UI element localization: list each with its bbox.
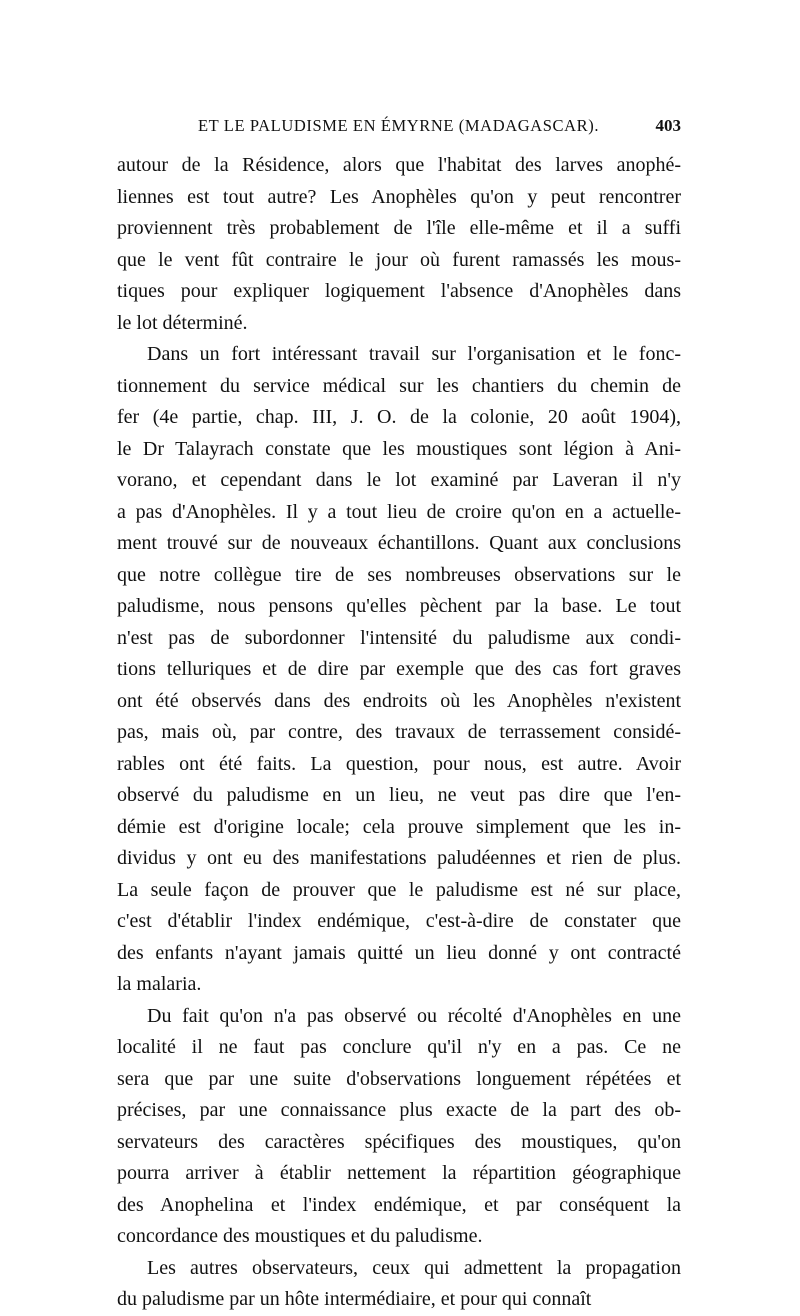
text-line: pas, mais où, par contre, des travaux de terrassement considé- <box>117 721 681 743</box>
text-line: localité il ne faut pas conclure qu'il n'y en a pas. Ce ne <box>117 1036 681 1058</box>
text-line: pourra arriver à établir nettement la répartition géographique <box>117 1162 681 1184</box>
text-line: ont été observés dans des endroits où les Anophèles n'existent <box>117 689 681 712</box>
text-line: concordance des moustiques et du paludisme. <box>117 1225 483 1247</box>
text-line: tiques pour expliquer logiquement l'absence d'Anophèles dans <box>117 280 681 302</box>
paragraph <box>117 1001 681 1253</box>
body-text <box>117 150 681 1316</box>
text-line: précises, par une connaissance plus exacte de la part des ob- <box>117 1099 681 1121</box>
paragraph <box>117 339 681 1001</box>
text-line: des enfants n'ayant jamais quitté un lieu donné y ont contracté <box>117 941 681 964</box>
text-line: que notre collègue tire de ses nombreuses observations sur le <box>117 563 681 586</box>
paragraph <box>117 1253 681 1316</box>
text-line: Dans un fort intéressant travail sur l'organisation et le fonc- <box>147 343 681 365</box>
text-line: rables ont été faits. La question, pour nous, est autre. Avoir <box>117 752 681 775</box>
text-line: dividus y ont eu des manifestations paludéennes et rien de plus. <box>117 847 681 869</box>
text-line: démie est d'origine locale; cela prouve simplement que les in- <box>117 815 681 838</box>
text-line: du paludisme par un hôte intermédiaire, et pour qui connaît <box>117 1288 592 1310</box>
text-line: c'est d'établir l'index endémique, c'est-à-dire de constater que <box>117 910 681 932</box>
text-line: n'est pas de subordonner l'intensité du paludisme aux condi- <box>117 626 681 649</box>
text-line: fer (4e partie, chap. III, J. O. de la colonie, 20 août 1904), <box>117 406 681 428</box>
text-line: le lot déterminé. <box>117 311 248 334</box>
text-line: Du fait qu'on n'a pas observé ou récolté d'Anophèles en une <box>147 1004 681 1027</box>
text-line: ment trouvé sur de nouveaux échantillons. Quant aux conclusions <box>117 532 681 554</box>
text-line: paludisme, nous pensons qu'elles pèchent par la base. Le tout <box>117 595 681 617</box>
text-line: des Anophelina et l'index endémique, et par conséquent la <box>117 1193 681 1216</box>
text-line: le Dr Talayrach constate que les moustiques sont légion à Ani- <box>117 437 681 460</box>
text-line: tionnement du service médical sur les chantiers du chemin de <box>117 374 681 397</box>
page-number: 403 <box>655 116 681 135</box>
page-header <box>130 116 681 146</box>
paragraph <box>117 150 681 339</box>
text-line: observé du paludisme en un lieu, ne veut pas dire que l'en- <box>117 784 681 806</box>
text-line: Les autres observateurs, ceux qui admettent la propagation <box>147 1256 681 1279</box>
text-line: vorano, et cependant dans le lot examiné par Laveran il n'y <box>117 469 681 491</box>
text-line: la malaria. <box>117 973 202 995</box>
text-line: sera que par une suite d'observations longuement répétées et <box>117 1067 681 1090</box>
text-line: liennes est tout autre? Les Anophèles qu'on y peut rencontrer <box>117 185 681 208</box>
text-line: La seule façon de prouver que le paludisme est né sur place, <box>117 878 681 901</box>
text-line: servateurs des caractères spécifiques des moustiques, qu'on <box>117 1130 681 1153</box>
text-line: autour de la Résidence, alors que l'habitat des larves anophé- <box>117 154 681 176</box>
text-line: que le vent fût contraire le jour où furent ramassés les mous- <box>117 248 681 271</box>
running-title: ET LE PALUDISME EN ÉMYRNE (MADAGASCAR). <box>198 116 600 135</box>
text-line: proviennent très probablement de l'île elle-même et il a suffi <box>117 217 681 239</box>
text-line: a pas d'Anophèles. Il y a tout lieu de croire qu'on en a actuelle- <box>117 500 681 523</box>
text-line: tions telluriques et de dire par exemple que des cas fort graves <box>117 658 681 680</box>
